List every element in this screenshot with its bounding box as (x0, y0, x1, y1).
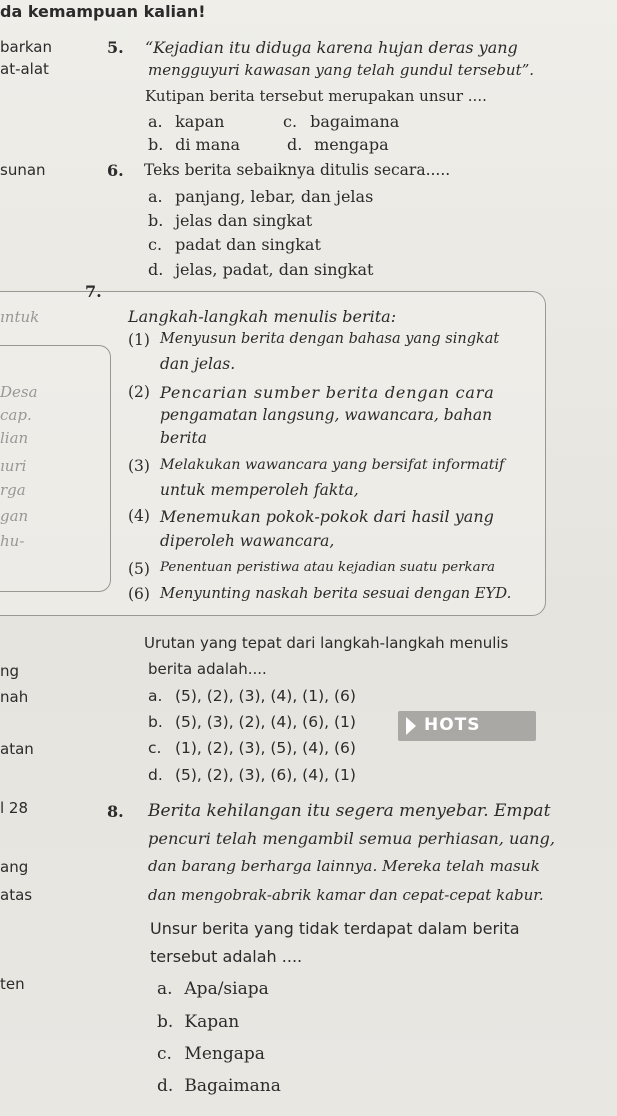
margin-fragment: at-alat (0, 60, 49, 78)
margin-panel-border (0, 345, 111, 592)
option-letter: d. (148, 766, 163, 784)
question-8-passage-line-4: dan mengobrak-abrik kamar dan cepat-cepat kabur. (148, 886, 544, 904)
question-7-option-b[interactable] (148, 713, 356, 731)
option-letter: a. (157, 979, 173, 999)
question-8-passage-line-1: Berita kehilangan itu segera menyebar. Empat (148, 801, 551, 821)
question-5-option-a[interactable] (148, 112, 224, 131)
question-7-text-line-2: berita adalah.... (148, 660, 267, 678)
option-letter: a. (148, 187, 163, 206)
question-5-text: Kutipan berita tersebut merupakan unsur .... (145, 87, 487, 105)
option-letter: b. (148, 135, 164, 154)
question-8-text-line-2: tersebut adalah .... (150, 947, 303, 966)
option-letter: c. (148, 235, 163, 254)
margin-fragment: ten (0, 975, 25, 993)
question-5-number: 5. (107, 38, 124, 57)
arrow-right-icon (406, 717, 416, 735)
question-8-number: 8. (107, 802, 124, 821)
question-5-option-d[interactable] (287, 135, 389, 154)
option-letter: c. (148, 739, 162, 757)
margin-fragment: atan (0, 740, 34, 758)
step-1-line-1: Menyusun berita dengan bahasa yang singkat (160, 331, 500, 347)
question-8-passage-line-3: dan barang berharga lainnya. Mereka telah masuk (148, 857, 540, 875)
step-6-line-1: Menyunting naskah berita sesuai dengan EYD. (160, 585, 512, 602)
option-text: kapan (175, 112, 225, 131)
option-text: bagaimana (310, 112, 400, 131)
option-letter: d. (148, 260, 164, 279)
option-text: (1), (2), (3), (5), (4), (6) (174, 739, 356, 757)
question-8-option-a[interactable] (157, 979, 269, 999)
option-text: jelas dan singkat (175, 211, 313, 230)
question-6-option-b[interactable] (148, 211, 312, 230)
step-3-line-1: Melakukan wawancara yang bersifat informatif (160, 457, 505, 473)
option-letter: a. (148, 112, 163, 131)
question-7-option-a[interactable] (148, 687, 356, 705)
option-text: (5), (3), (2), (4), (6), (1) (174, 713, 356, 731)
step-4-number: (4) (128, 507, 150, 525)
step-1-line-2: dan jelas. (160, 355, 236, 373)
question-6-text: Teks berita sebaiknya ditulis secara..... (144, 161, 451, 179)
option-text: Mengapa (184, 1044, 265, 1064)
step-2-line-3: berita (160, 429, 207, 447)
page-heading: da kemampuan kalian! (0, 2, 206, 21)
step-1-number: (1) (128, 331, 150, 349)
margin-fragment: ng (0, 662, 20, 680)
option-letter: d. (287, 135, 303, 154)
question-7-option-c[interactable] (148, 739, 356, 757)
margin-fragment: barkan (0, 38, 53, 56)
question-5-option-b[interactable] (148, 135, 240, 154)
step-3-number: (3) (128, 457, 150, 475)
option-letter: b. (148, 211, 164, 230)
steps-box-title: Langkah-langkah menulis berita: (128, 307, 397, 326)
question-8-option-b[interactable] (157, 1012, 239, 1032)
option-text: (5), (2), (3), (6), (4), (1) (174, 766, 356, 784)
question-7-text-line-1: Urutan yang tepat dari langkah-langkah menulis (144, 634, 509, 652)
question-8-option-d[interactable] (157, 1076, 281, 1096)
option-text: Apa/siapa (184, 979, 269, 999)
step-2-line-2: pengamatan langsung, wawancara, bahan (160, 406, 493, 424)
option-text: di mana (175, 135, 241, 154)
question-7-option-d[interactable] (148, 766, 356, 784)
question-6-option-a[interactable] (148, 187, 373, 206)
question-5-quote-line-1: “Kejadian itu diduga karena hujan deras yang (145, 38, 518, 57)
option-text: mengapa (314, 135, 389, 154)
question-6-option-d[interactable] (148, 260, 373, 279)
question-8-text-line-1: Unsur berita yang tidak terdapat dalam berita (150, 919, 520, 938)
step-2-number: (2) (128, 383, 150, 401)
step-4-line-2: diperoleh wawancara, (160, 532, 335, 550)
step-3-line-2: untuk memperoleh fakta, (160, 481, 359, 499)
step-6-number: (6) (128, 585, 150, 603)
question-7-number: 7. (85, 282, 102, 301)
step-4-line-1: Menemukan pokok-pokok dari hasil yang (160, 507, 494, 526)
option-letter: b. (157, 1012, 174, 1032)
option-text: padat dan singkat (175, 235, 321, 254)
step-5-number: (5) (128, 560, 150, 578)
question-6-option-c[interactable] (148, 235, 321, 254)
option-text: (5), (2), (3), (4), (1), (6) (174, 687, 356, 705)
hots-badge (398, 711, 536, 741)
question-8-option-c[interactable] (157, 1044, 265, 1064)
option-text: panjang, lebar, dan jelas (175, 187, 374, 206)
question-5-quote-line-2: mengguyuri kawasan yang telah gundul tersebut”. (148, 61, 535, 79)
option-letter: a. (148, 687, 163, 705)
option-text: jelas, padat, dan singkat (175, 260, 374, 279)
margin-fragment: atas (0, 886, 33, 904)
question-8-passage-line-2: pencuri telah mengambil semua perhiasan, uang, (148, 829, 556, 848)
margin-fragment: l 28 (0, 799, 29, 817)
option-letter: c. (157, 1044, 172, 1064)
question-5-option-c[interactable] (283, 112, 399, 131)
margin-fragment: nah (0, 688, 29, 706)
hots-badge-label: HOTS (424, 715, 481, 735)
step-2-line-1: Pencarian sumber berita dengan cara (160, 383, 495, 402)
margin-fragment: ang (0, 858, 29, 876)
option-text: Bagaimana (184, 1076, 281, 1096)
step-5-line-1: Penentuan peristiwa atau kejadian suatu perkara (160, 560, 496, 575)
option-letter: b. (148, 713, 163, 731)
question-6-number: 6. (107, 161, 124, 180)
margin-fragment: sunan (0, 161, 46, 179)
option-text: Kapan (184, 1012, 240, 1032)
option-letter: d. (157, 1076, 174, 1096)
option-letter: c. (283, 112, 298, 131)
